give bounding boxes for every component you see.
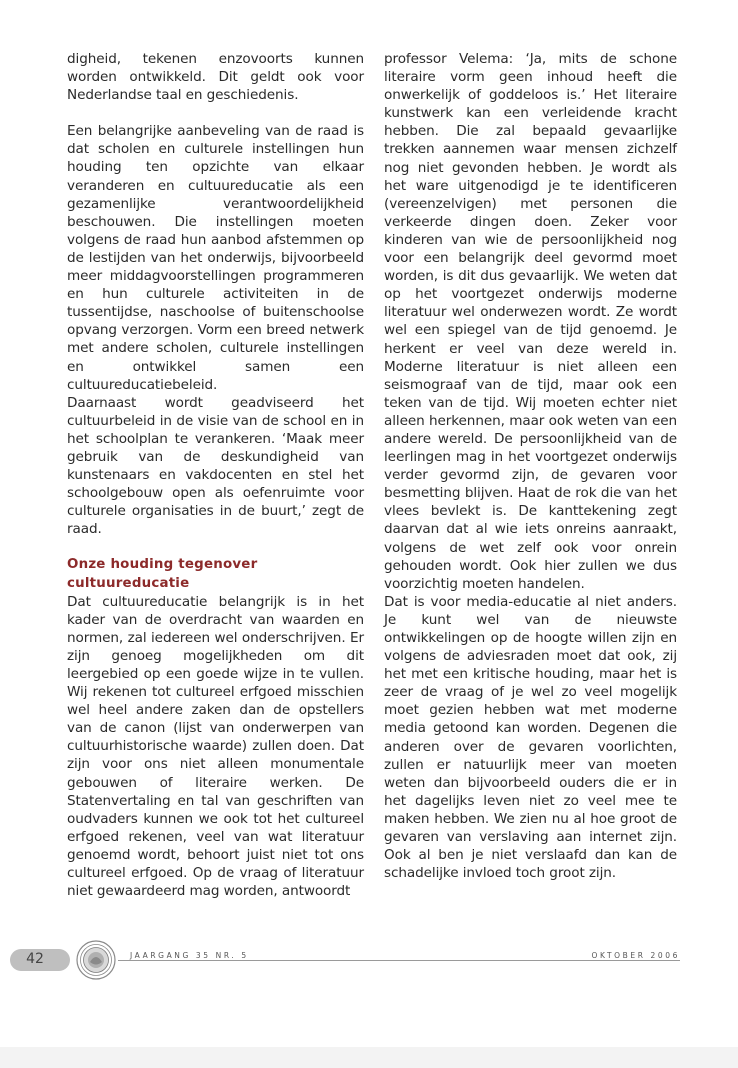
page-footer bbox=[0, 940, 738, 980]
left-paragraph-2: Een belangrijke aanbeveling van de raad is dat scholen en culturele instellingen hun houding ten opzichte van elkaar veranderen en cultuureducatie als een gezamenlijke verantwoordelijkheid beschouwen. Die instellingen moeten volgens de raad hun aanbod afstemmen op de lestijden van het onderwijs, bijvoorbeeld meer middagvoorstellingen programmeren en hun culturele activiteiten in de tussentijdse, naschoolse of buitenschoolse opvang verzorgen. Vorm een breed netwerk met andere scholen, culturele instellingen en ontwikkel samen een cultuureducatiebeleid. bbox=[67, 123, 364, 393]
page-number: 42 bbox=[26, 951, 44, 967]
right-column bbox=[384, 50, 677, 882]
left-paragraph-3: Daarnaast wordt geadviseerd het cultuurbeleid in de visie van de school en in het schoolplan te verankeren. ‘Maak meer gebruik van de deskundigheid van kunstenaars en vakdocenten en stel het schoolgebouw open als oefenruimte voor culturele organisaties in de buurt,’ zegt de raad. bbox=[67, 394, 364, 538]
journal-issue: JAARGANG 35 NR. 5 bbox=[130, 951, 255, 960]
right-paragraph-1: professor Velema: ‘Ja, mits de schone literaire vorm geen inhoud heeft die onwerkelijk of goddeloos is.’ Het literaire kunstwerk kan een verleidende kracht hebben. Die zal bepaald gevaarlijke trekken aannemen waar mensen zichzelf nog niet gevonden hebben. Je wordt als het ware uitgenodigd je te identificeren (vereenzelvigen) met personen die verkeerde dingen doen. Zeker voor kinderen van wie de persoonlijkheid nog voor een belangrijk deel gevormd moet worden, is dit dus gevaarlijk. We weten dat op het voortgezet onderwijs moderne literatuur wel onderwezen wordt. Ze wordt wel een spiegel van de tijd genoemd. Je herkent er veel van deze wereld in. Moderne literatuur is niet alleen een seismograaf van de tijd, maar ook een teken van de tijd. Wij moeten echter niet alleen herkennen, maar ook weten van een andere wereld. De persoonlijkheid van de leerlingen mag in het voortgezet onderwijs verder gevormd zijn, de gevaren voor besmetting blijven. Haat de rok die van het vlees bevlekt is. De kanttekening zegt daarvan dat al wie iets onreins aanraakt, volgens de wet zelf ook voor onrein gehouden wordt. Ook hier zullen we dus voorzichtig moeten handelen. bbox=[384, 51, 677, 592]
footer-divider bbox=[118, 960, 680, 961]
left-column bbox=[67, 50, 364, 900]
left-paragraph-4: Dat cultuureducatie belangrijk is in het kader van de overdracht van waarden en normen, zal iedereen wel onderschrijven. Er zijn genoeg mogelijkheden om dit leergebied op een goede wijze in te vullen. Wij rekenen tot cultureel erfgoed misschien wel heel andere zaken dan de opstellers van de canon (lijst van onderwerpen van cultuurhistorische waarde) zullen doen. Dat zijn voor ons niet alleen monumentale gebouwen of literaire werken. De Statenvertaling en tal van geschriften van oudvaders kunnen we ook tot het cultureel erfgoed rekenen, veel van wat literatuur genoemd wordt, behoort juist niet tot ons cultureel erfgoed. Op de vraag of literatuur niet gewaardeerd mag worden, antwoordt bbox=[67, 593, 364, 900]
circular-seal-icon bbox=[76, 940, 116, 980]
left-paragraph-1: digheid, tekenen enzovoorts kunnen worden ontwikkeld. Dit geldt ook voor Nederlandse taal en geschiedenis. bbox=[67, 51, 364, 104]
section-heading: Onze houding tegenover cultuureducatie bbox=[67, 557, 258, 591]
page-number-tab bbox=[10, 949, 70, 971]
right-paragraph-2: Dat is voor media-educatie al niet anders. Je kunt wel van de nieuwste ontwikkelingen op de hoogte willen zijn en volgens de adviesraden moet dat ook, zij het met een kritische houding, maar het is zeer de vraag of je wel zo veel mogelijk moet gezien hebben wat met moderne media getoond kan worden. Degenen die anderen over de gevaren voorlichten, zullen er natuurlijk meer van moeten weten dan bijvoorbeeld ouders die er in het dagelijks leven niet zo veel mee te maken hebben. We zien nu al hoe groot de gevaren van verslaving aan internet zijn. Ook al ben je niet verslaafd dan kan de schadelijke invloed toch groot zijn. bbox=[384, 593, 677, 882]
page-bottom-band bbox=[0, 1047, 738, 1068]
issue-date: OKTOBER 2006 bbox=[586, 951, 681, 960]
